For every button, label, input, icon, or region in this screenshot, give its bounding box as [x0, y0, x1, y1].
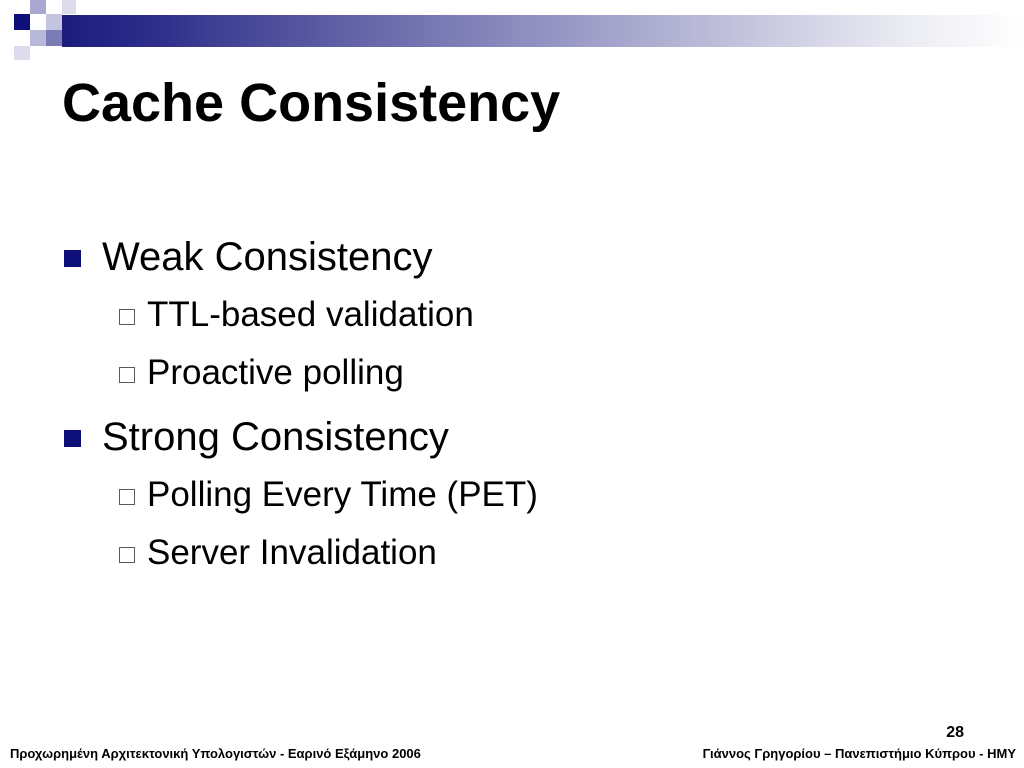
bullet-label: Weak Consistency [102, 235, 433, 279]
deco-square [14, 46, 30, 60]
bullet-strong-consistency [62, 408, 962, 582]
sub-bullet-ttl-validation [119, 286, 962, 344]
hollow-square-bullet-icon [119, 547, 135, 563]
bullet-label: Strong Consistency [102, 415, 449, 459]
page-number: 28 [946, 724, 964, 741]
slide-title: Cache Consistency [62, 73, 561, 133]
bullet-weak-consistency [62, 228, 962, 402]
deco-square [14, 14, 30, 30]
bullet-list [62, 228, 962, 582]
hollow-square-bullet-icon [119, 309, 135, 325]
deco-square [46, 14, 62, 30]
square-bullet-icon [64, 430, 81, 447]
sub-list [102, 466, 962, 582]
sub-bullet-label: Server Invalidation [147, 533, 437, 572]
footer-author: Γιάννος Γρηγορίου – Πανεπιστήμιο Κύπρου - ΗΜΥ [702, 746, 1016, 761]
deco-square [62, 0, 76, 14]
header-gradient-bar [62, 15, 1024, 47]
sub-list [102, 286, 962, 402]
square-bullet-icon [64, 250, 81, 267]
sub-bullet-proactive-polling [119, 344, 962, 402]
sub-bullet-polling-every-time [119, 466, 962, 524]
footer-course-title: Προχωρημένη Αρχιτεκτονική Υπολογιστών - Εαρινό Εξάμηνο 2006 [10, 746, 421, 761]
hollow-square-bullet-icon [119, 489, 135, 505]
sub-bullet-label: Proactive polling [147, 353, 404, 392]
deco-square [30, 0, 46, 14]
deco-square [30, 30, 46, 46]
sub-bullet-server-invalidation [119, 524, 962, 582]
sub-bullet-label: TTL-based validation [147, 295, 474, 334]
hollow-square-bullet-icon [119, 367, 135, 383]
deco-square [46, 30, 62, 46]
sub-bullet-label: Polling Every Time (PET) [147, 475, 538, 514]
